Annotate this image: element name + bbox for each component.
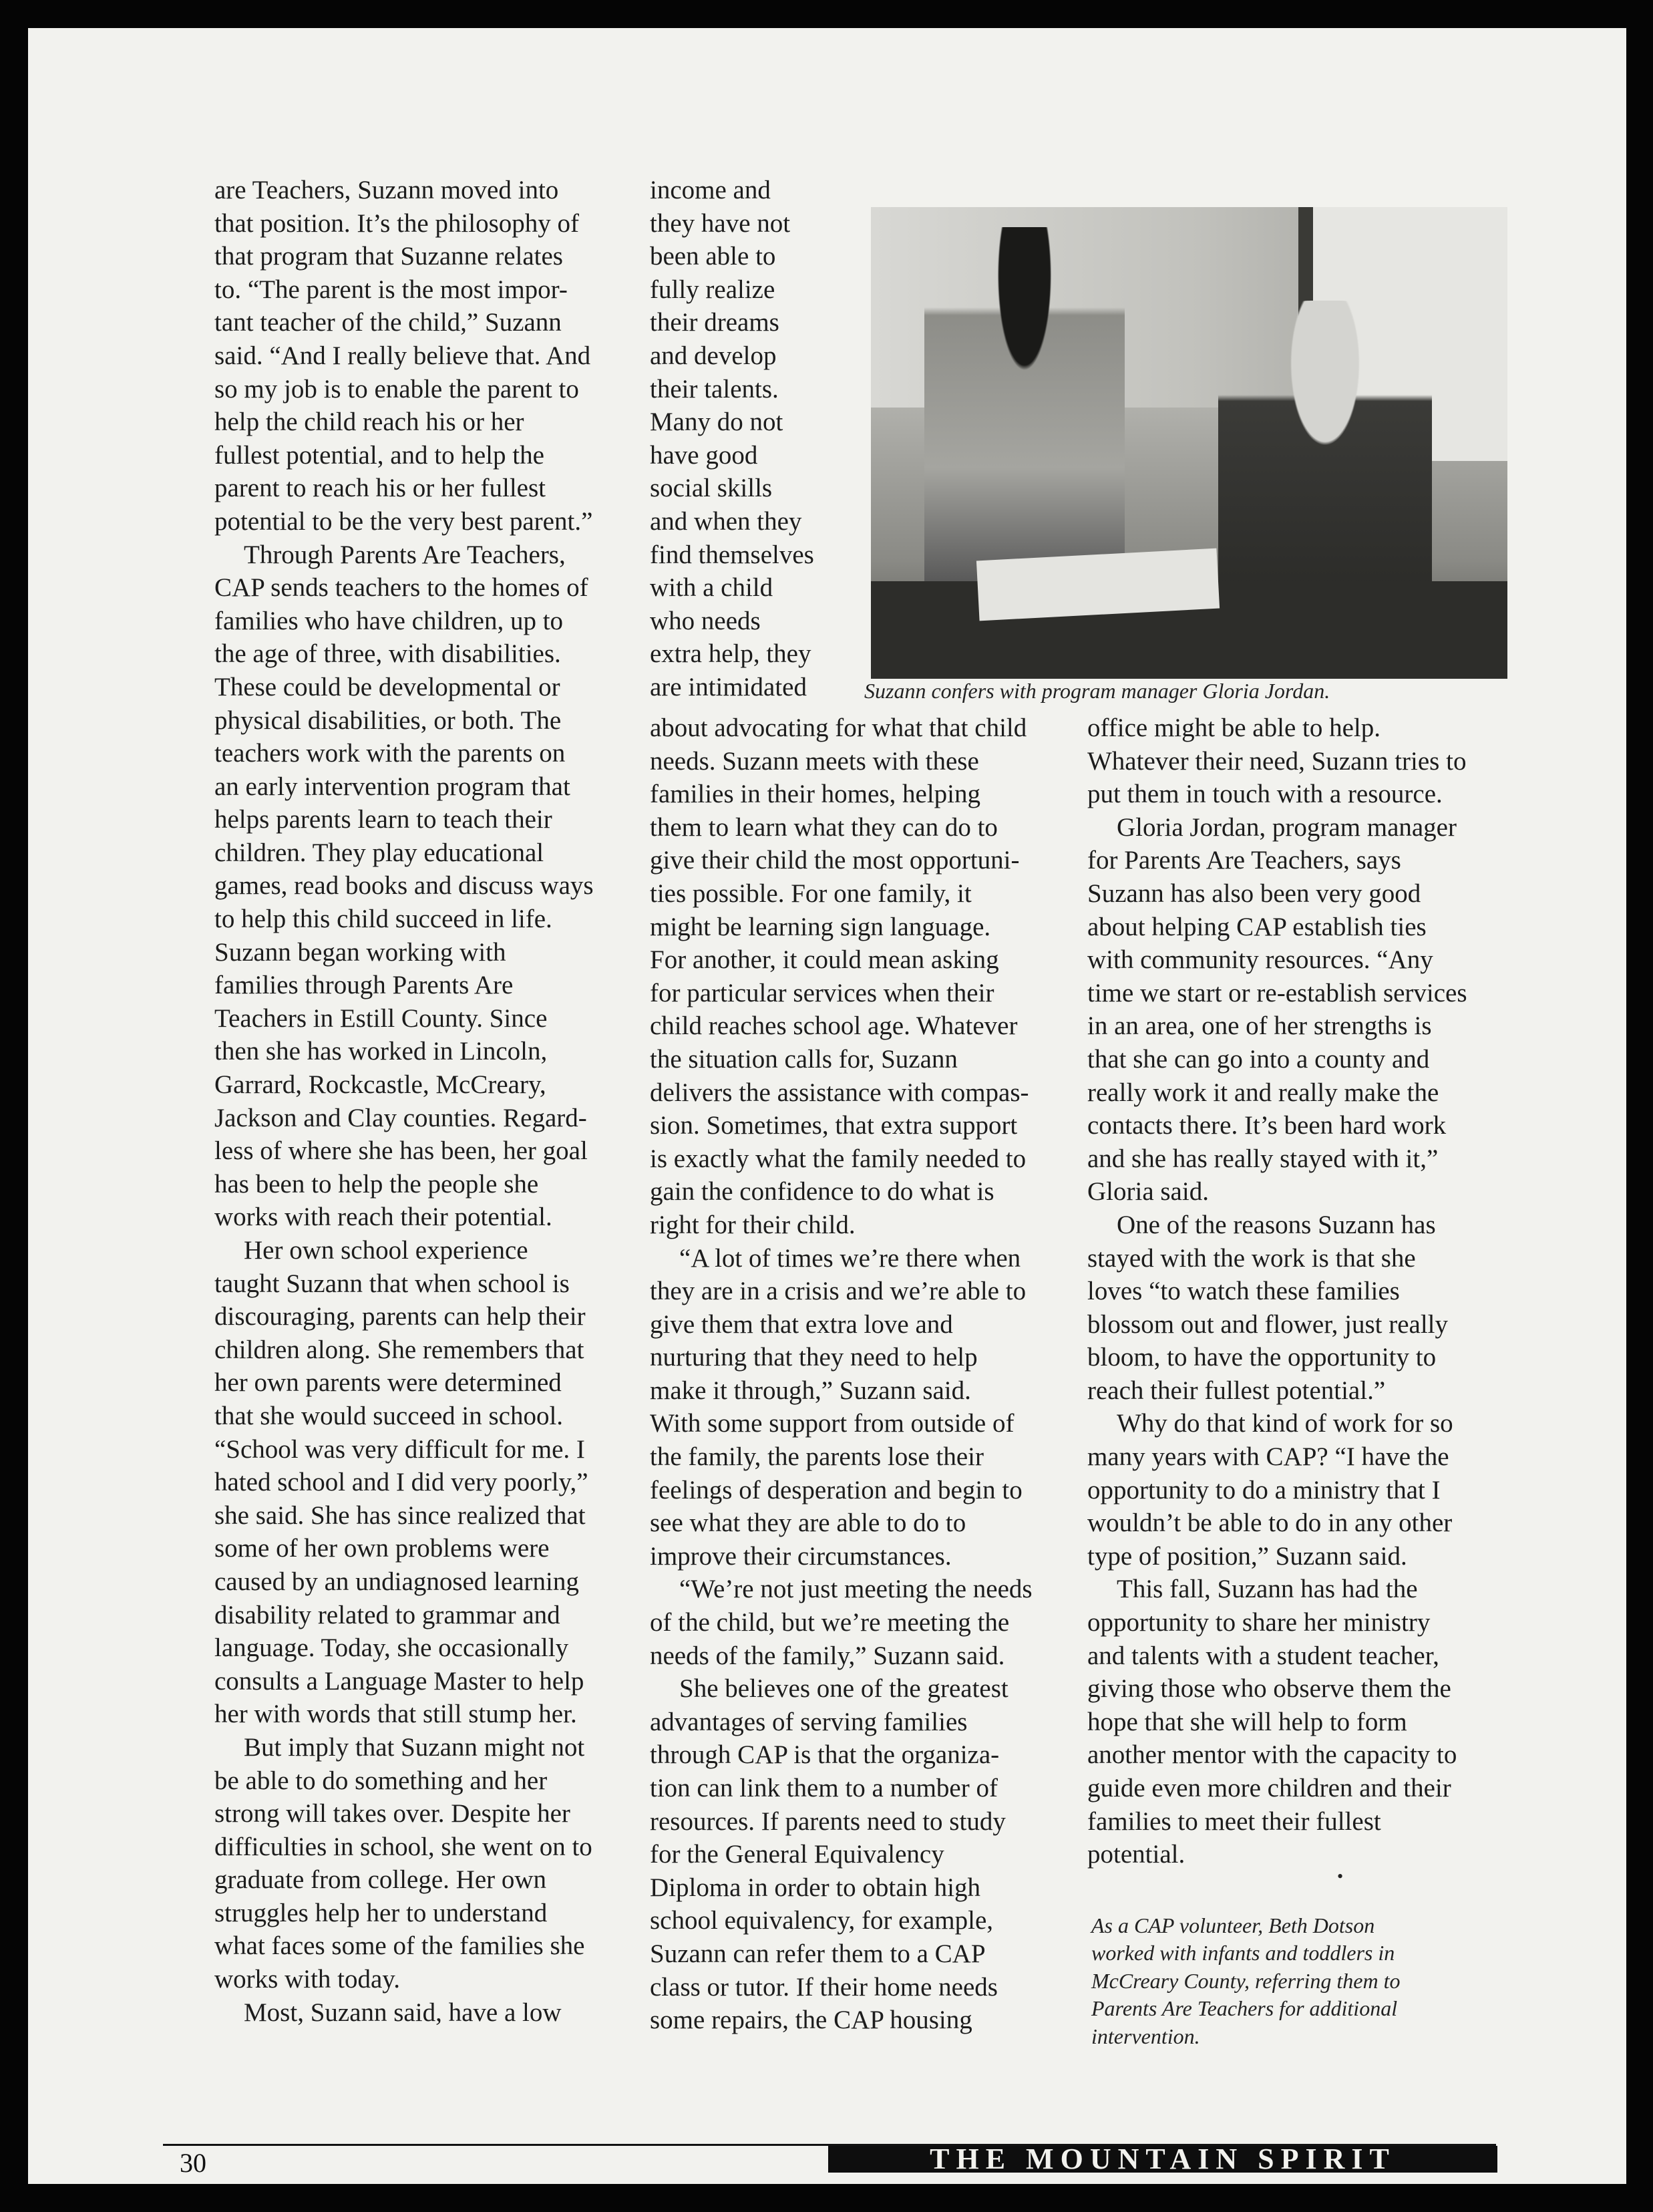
text-line: ties possible. For one family, it <box>650 879 972 908</box>
text-line: they have not <box>650 208 791 238</box>
text-line: potential. <box>1087 1840 1185 1869</box>
text-line: they are in a crisis and we’re able to <box>650 1277 1027 1306</box>
text-line: Jackson and Clay counties. Regard- <box>214 1103 587 1132</box>
text-line: parent to reach his or her fullest <box>214 474 546 503</box>
text-line: graduate from college. Her own <box>214 1865 547 1895</box>
text-line: of the child, but we’re meeting the <box>650 1608 1010 1637</box>
text-line: She believes one of the greatest <box>679 1674 1008 1704</box>
text-line: struggles help her to understand <box>214 1898 548 1927</box>
text-line: gain the confidence to do what is <box>650 1177 994 1207</box>
text-line: that program that Suzanne relates <box>214 242 563 271</box>
text-line: Garrard, Rockcastle, McCreary, <box>214 1070 546 1100</box>
text-line: might be learning sign language. <box>650 912 991 941</box>
text-line: hated school and I did very poorly,” <box>214 1468 588 1497</box>
text-line: she said. She has since realized that <box>214 1500 586 1530</box>
text-line: tion can link them to a number of <box>650 1774 998 1802</box>
photo-caption: Suzann confers with program manager Gloria Jordan. <box>864 679 1330 703</box>
text-line: advantages of serving families <box>650 1707 968 1736</box>
text-line: Suzann can refer them to a CAP <box>650 1939 986 1968</box>
text-line: This fall, Suzann has had the <box>1117 1575 1418 1604</box>
text-line: But imply that Suzann might not <box>244 1732 585 1762</box>
text-line: school equivalency, for example, <box>650 1906 994 1935</box>
text-line: make it through,” Suzann said. <box>650 1376 971 1405</box>
text-line: in an area, one of her strengths is <box>1087 1011 1432 1041</box>
text-line: her with words that still stump her. <box>214 1700 577 1729</box>
author-note <box>1091 1912 1505 2050</box>
text-line: giving those who observe them the <box>1087 1674 1451 1704</box>
text-line: be able to do something and her <box>214 1766 548 1795</box>
text-line: the family, the parents lose their <box>650 1442 984 1472</box>
text-line: potential to be the very best parent.” <box>214 506 593 536</box>
text-line: With some support from outside of <box>650 1409 1015 1438</box>
text-line: Suzann began working with <box>214 937 506 967</box>
text-line: helps parents learn to teach their <box>214 805 552 834</box>
text-line: teachers work with the parents on <box>214 739 566 768</box>
text-line: and when they <box>650 506 802 536</box>
text-line: difficulties in school, she went on to <box>214 1832 592 1861</box>
text-line: and she has really stayed with it,” <box>1087 1144 1439 1173</box>
text-line: Through Parents Are Teachers, <box>244 540 566 569</box>
text-line: feelings of desperation and begin to <box>650 1475 1023 1505</box>
text-line: Suzann has also been very good <box>1087 879 1421 908</box>
text-line: that position. It’s the philosophy of <box>214 208 579 238</box>
text-line: child reaches school age. Whatever <box>650 1011 1018 1041</box>
text-line: disability related to grammar and <box>214 1600 560 1629</box>
text-line: taught Suzann that when school is <box>214 1269 570 1298</box>
text-line: Many do not <box>650 408 783 437</box>
text-line: “We’re not just meeting the needs <box>679 1575 1033 1604</box>
article-column-2-top <box>650 174 850 704</box>
text-line: discouraging, parents can help their <box>214 1302 586 1331</box>
text-line: with community resources. “Any <box>1087 945 1433 975</box>
text-line: As a CAP volunteer, Beth Dotson <box>1091 1913 1375 1937</box>
article-photo <box>871 207 1507 679</box>
text-line: bloom, to have the opportunity to <box>1087 1343 1437 1372</box>
text-line: loves “to watch these families <box>1087 1277 1400 1306</box>
text-line: the situation calls for, Suzann <box>650 1044 958 1074</box>
text-line: extra help, they <box>650 639 811 669</box>
text-line: blossom out and flower, just really <box>1087 1309 1449 1339</box>
text-line: give their child the most opportuni- <box>650 846 1020 875</box>
text-line: that she can go into a county and <box>1087 1044 1430 1074</box>
text-line: hope that she will help to form <box>1087 1707 1407 1736</box>
text-line: some repairs, the CAP housing <box>650 2006 972 2035</box>
text-line: contacts there. It’s been hard work <box>1087 1111 1447 1140</box>
text-line: less of where she has been, her goal <box>214 1136 588 1166</box>
text-line: that she would succeed in school. <box>214 1401 564 1430</box>
text-line: for the General Equivalency <box>650 1840 944 1869</box>
text-line: Most, Suzann said, have a low <box>244 1998 562 2027</box>
text-line: language. Today, she occasionally <box>214 1633 569 1663</box>
text-line: Teachers in Estill County. Since <box>214 1003 548 1033</box>
text-line: what faces some of the families she <box>214 1931 585 1961</box>
magazine-page <box>28 28 1626 2184</box>
text-line: some of her own problems were <box>214 1534 550 1563</box>
text-line: guide even more children and their <box>1087 1774 1451 1802</box>
text-line: so my job is to enable the parent to <box>214 374 579 404</box>
text-line: needs of the family,” Suzann said. <box>650 1641 1005 1670</box>
text-line: really work it and really make the <box>1087 1078 1439 1107</box>
text-line: and develop <box>650 341 777 370</box>
text-line: help the child reach his or her <box>214 408 524 437</box>
text-line: For another, it could mean asking <box>650 945 999 975</box>
text-line: Whatever their need, Suzann tries to <box>1087 746 1467 776</box>
text-line: Why do that kind of work for so <box>1117 1409 1453 1438</box>
text-line: put them in touch with a resource. <box>1087 780 1443 809</box>
text-line: physical disabilities, or both. The <box>214 705 562 735</box>
text-line: income and <box>650 176 771 204</box>
text-line: then she has worked in Lincoln, <box>214 1037 548 1066</box>
text-line: children along. She remembers that <box>214 1335 584 1364</box>
text-line: families in their homes, helping <box>650 780 980 809</box>
text-line: an early intervention program that <box>214 772 570 801</box>
text-line: the age of three, with disabilities. <box>214 639 561 669</box>
text-line: strong will takes over. Despite her <box>214 1799 570 1829</box>
text-line: type of position,” Suzann said. <box>1087 1541 1407 1571</box>
text-line: reach their fullest potential.” <box>1087 1376 1386 1405</box>
text-line: fullest potential, and to help the <box>214 440 544 470</box>
text-line: their dreams <box>650 308 779 337</box>
text-line: nurturing that they need to help <box>650 1343 978 1372</box>
text-line: Gloria Jordan, program manager <box>1117 812 1457 842</box>
text-line: to. “The parent is the most impor- <box>214 275 568 304</box>
text-line: families through Parents Are <box>214 971 514 1000</box>
text-line: Parents Are Teachers for additional <box>1091 1996 1398 2021</box>
text-line: for particular services when their <box>650 978 994 1007</box>
text-line: These could be developmental or <box>214 672 560 701</box>
text-line: her own parents were determined <box>214 1368 562 1398</box>
text-line: see what they are able to do to <box>650 1509 966 1538</box>
text-line: One of the reasons Suzann has <box>1117 1210 1436 1239</box>
text-line: Diploma in order to obtain high <box>650 1873 981 1902</box>
text-line: have good <box>650 440 758 470</box>
text-line: said. “And I really believe that. And <box>214 341 591 370</box>
text-line: needs. Suzann meets with these <box>650 746 979 776</box>
text-line: them to learn what they can do to <box>650 812 998 842</box>
page-number: 30 <box>180 2148 206 2178</box>
text-line: are Teachers, Suzann moved into <box>214 176 559 204</box>
text-line: sion. Sometimes, that extra support <box>650 1111 1018 1140</box>
article-column-1 <box>214 174 628 2029</box>
text-line: is exactly what the family needed to <box>650 1144 1027 1173</box>
text-line: to help this child succeed in life. <box>214 905 552 934</box>
text-line: stayed with the work is that she <box>1087 1243 1416 1273</box>
text-line: give them that extra love and <box>650 1309 953 1339</box>
text-line: “A lot of times we’re there when <box>679 1243 1021 1273</box>
text-line: who needs <box>650 606 761 635</box>
text-line: “School was very difficult for me. I <box>214 1434 585 1464</box>
text-line: works with reach their potential. <box>214 1203 552 1232</box>
text-line: worked with infants and toddlers in <box>1091 1941 1395 1965</box>
text-line: works with today. <box>214 1965 401 1994</box>
text-line: tant teacher of the child,” Suzann <box>214 308 562 337</box>
publication-masthead: THE MOUNTAIN SPIRIT <box>828 2146 1497 2173</box>
article-column-2-bottom <box>650 712 1064 2037</box>
text-line: office might be able to help. <box>1087 714 1381 742</box>
text-line: and talents with a student teacher, <box>1087 1641 1439 1670</box>
text-line: time we start or re-establish services <box>1087 978 1467 1007</box>
text-line: families who have children, up to <box>214 606 564 635</box>
text-line: about helping CAP establish ties <box>1087 912 1427 941</box>
text-line: families to meet their fullest <box>1087 1806 1381 1836</box>
text-line: right for their child. <box>650 1210 856 1239</box>
text-line: intervention. <box>1091 2024 1200 2048</box>
text-line: another mentor with the capacity to <box>1087 1740 1457 1770</box>
text-line: opportunity to share her ministry <box>1087 1608 1431 1637</box>
text-line: improve their circumstances. <box>650 1541 952 1571</box>
text-line: caused by an undiagnosed learning <box>214 1567 579 1596</box>
text-line: find themselves <box>650 540 814 569</box>
text-line: opportunity to do a ministry that I <box>1087 1475 1441 1505</box>
text-line: resources. If parents need to study <box>650 1806 1006 1836</box>
text-line: social skills <box>650 474 773 503</box>
text-line: are intimidated <box>650 672 807 701</box>
text-line: children. They play educational <box>214 838 544 867</box>
text-line: fully realize <box>650 275 775 304</box>
text-line: has been to help the people she <box>214 1169 539 1199</box>
text-line: CAP sends teachers to the homes of <box>214 573 588 603</box>
text-line: delivers the assistance with compas- <box>650 1078 1029 1107</box>
text-line: been able to <box>650 242 776 271</box>
article-column-3 <box>1087 712 1501 1871</box>
text-line: their talents. <box>650 374 779 404</box>
text-line: McCreary County, referring them to <box>1091 1968 1401 1993</box>
text-line: for Parents Are Teachers, says <box>1087 846 1401 875</box>
text-line: many years with CAP? “I have the <box>1087 1442 1449 1472</box>
text-line: wouldn’t be able to do in any other <box>1087 1509 1453 1538</box>
text-line: class or tutor. If their home needs <box>650 1972 998 2002</box>
text-line: through CAP is that the organiza- <box>650 1740 1000 1770</box>
text-line: Her own school experience <box>244 1236 528 1265</box>
text-line: with a child <box>650 573 773 603</box>
end-bullet: • <box>1337 1867 1344 1886</box>
text-line: about advocating for what that child <box>650 714 1027 742</box>
text-line: consults a Language Master to help <box>214 1666 584 1696</box>
text-line: games, read books and discuss ways <box>214 871 594 901</box>
text-line: Gloria said. <box>1087 1177 1209 1207</box>
